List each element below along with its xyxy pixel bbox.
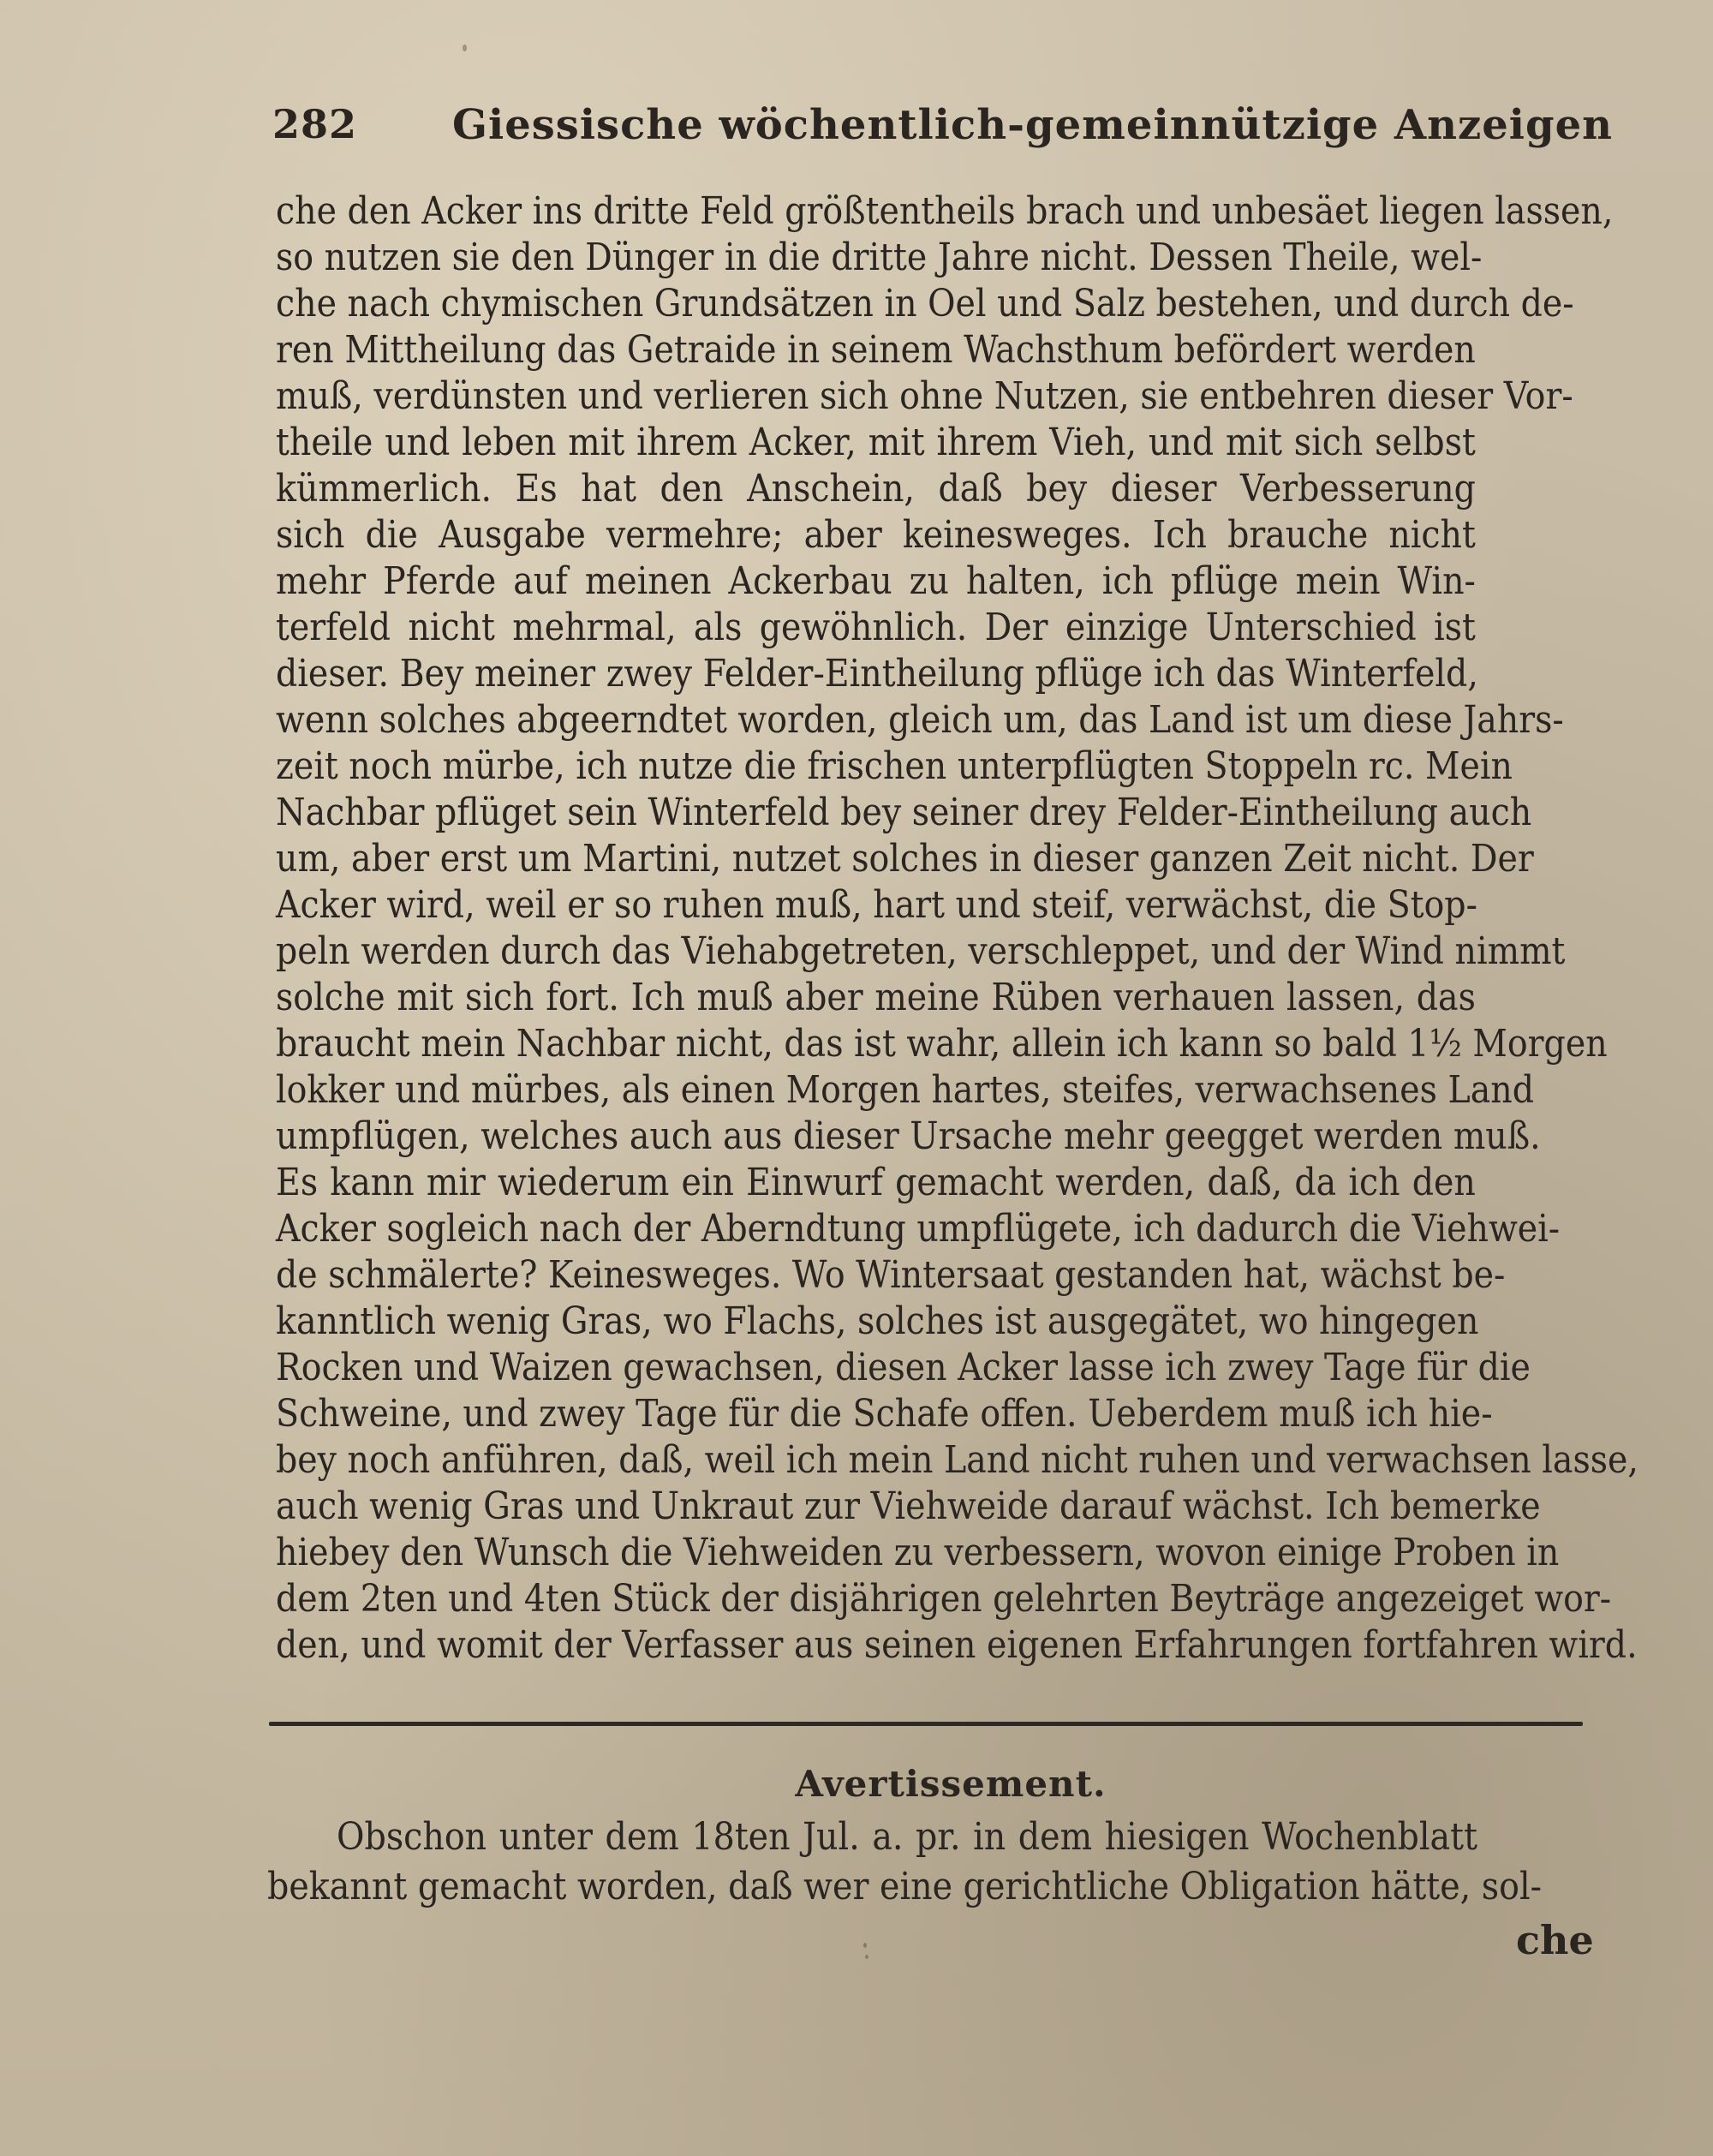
page-header: [272, 101, 1614, 161]
text-line: wenn solches abgeerndtet worden, gleich um, das Land ist um diese Jahrs-: [276, 698, 1564, 742]
text-line: hiebey den Wunsch die Viehweiden zu verbessern, wovon einige Proben in: [276, 1531, 1560, 1574]
catchword: che: [1516, 1917, 1594, 1963]
text-line: Es kann mir wiederum ein Einwurf gemacht werden, daß, da ich den: [276, 1161, 1476, 1204]
text-line: zeit noch mürbe, ich nutze die frischen unterpflügten Stoppeln rc. Mein: [276, 744, 1513, 788]
ink-speck: [463, 45, 467, 51]
text-line: Acker sogleich nach der Aberndtung umpflügete, ich dadurch die Viehwei-: [276, 1207, 1561, 1251]
text-line: sich die Ausgabe vermehre; aber keinesweges. Ich brauche nicht: [276, 513, 1476, 557]
text-line: dem 2ten und 4ten Stück der disjährigen gelehrten Beyträge angezeiget wor-: [276, 1577, 1612, 1621]
ink-speck: [863, 1943, 867, 1948]
text-line: auch wenig Gras und Unkraut zur Viehweide darauf wächst. Ich bemerke: [276, 1484, 1541, 1528]
advertisement-body: [267, 1813, 1543, 1912]
text-line: um, aber erst um Martini, nutzet solches in dieser ganzen Zeit nicht. Der: [276, 837, 1534, 881]
text-line: umpflügen, welches auch aus dieser Ursache mehr geegget werden muß.: [276, 1114, 1541, 1158]
text-line: so nutzen sie den Dünger in die dritte Jahre nicht. Dessen Theile, wel-: [276, 236, 1483, 279]
text-line: bey noch anführen, daß, weil ich mein Land nicht ruhen und verwachsen lasse,: [276, 1438, 1638, 1482]
text-line: dieser. Bey meiner zwey Felder-Eintheilung pflüge ich das Winterfeld,: [276, 652, 1478, 696]
text-line: kanntlich wenig Gras, wo Flachs, solches ist ausgegätet, wo hingegen: [276, 1299, 1479, 1343]
text-line: che den Acker ins dritte Feld größtentheils brach und unbesäet liegen lassen,: [276, 189, 1614, 233]
text-line: Acker wird, weil er so ruhen muß, hart und steif, verwächst, die Stop-: [276, 883, 1477, 927]
ink-speck: [865, 1955, 868, 1959]
text-line: Obschon unter dem 18ten Jul. a. pr. in dem hiesigen Wochenblatt: [337, 1815, 1477, 1859]
text-line: braucht mein Nachbar nicht, das ist wahr, allein ich kann so bald 1½ Morgen: [276, 1022, 1608, 1066]
article-body: [276, 188, 1638, 1669]
text-line: lokker und mürbes, als einen Morgen hartes, steifes, verwachsenes Land: [276, 1068, 1535, 1112]
running-title: Giessische wöchentlich-gemeinnützige Anzeigen: [452, 101, 1614, 149]
text-line: che nach chymischen Grundsätzen in Oel und Salz bestehen, und durch de-: [276, 282, 1574, 325]
text-line: bekannt gemacht worden, daß wer eine gerichtliche Obligation hätte, sol-: [267, 1865, 1543, 1908]
page-number: 282: [272, 101, 358, 147]
text-line: Nachbar pflüget sein Winterfeld bey seiner drey Felder-Eintheilung auch: [276, 791, 1532, 834]
text-line: den, und womit der Verfasser aus seinen eigenen Erfahrungen fortfahren wird.: [276, 1623, 1638, 1667]
text-line: ren Mittheilung das Getraide in seinem Wachsthum befördert werden: [276, 328, 1476, 372]
text-line: terfeld nicht mehrmal, als gewöhnlich. Der einzige Unterschied ist: [276, 606, 1476, 649]
text-line: muß, verdünsten und verlieren sich ohne Nutzen, sie entbehren dieser Vor-: [276, 374, 1573, 418]
advertisement-heading: Avertissement.: [795, 1763, 1107, 1805]
text-line: solche mit sich fort. Ich muß aber meine Rüben verhauen lassen, das: [276, 976, 1476, 1019]
text-line: Rocken und Waizen gewachsen, diesen Acker lasse ich zwey Tage für die: [276, 1346, 1531, 1389]
section-divider: [269, 1722, 1583, 1726]
text-line: kümmerlich. Es hat den Anschein, daß bey dieser Verbesserung: [276, 467, 1476, 511]
text-line: de schmälerte? Keinesweges. Wo Wintersaat gestanden hat, wächst be-: [276, 1253, 1506, 1297]
text-line: peln werden durch das Viehabgetreten, verschleppet, und der Wind nimmt: [276, 929, 1566, 973]
text-line: mehr Pferde auf meinen Ackerbau zu halten, ich pflüge mein Win-: [276, 559, 1476, 603]
text-line: theile und leben mit ihrem Acker, mit ihrem Vieh, und mit sich selbst: [276, 421, 1476, 464]
text-line: Schweine, und zwey Tage für die Schafe offen. Ueberdem muß ich hie-: [276, 1392, 1493, 1436]
